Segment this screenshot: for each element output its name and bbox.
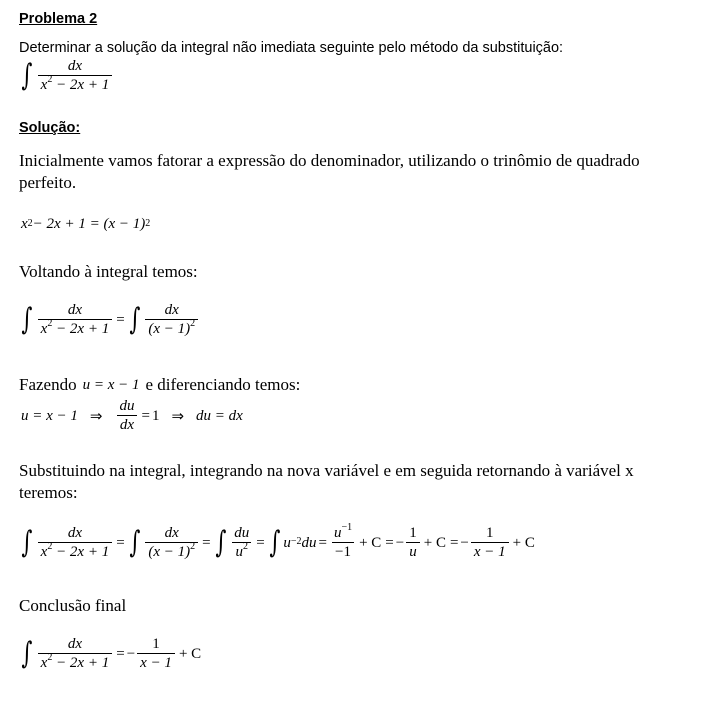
integral-equality: ∫ $\frac{dx}{x^2 - 2x + 1}$ = ∫ $\frac{dx}{(x - 1)^2}$ (19, 302, 200, 338)
conclusion-label: Conclusão final (19, 596, 127, 615)
problem-statement (19, 40, 563, 56)
substitution-derivation: u = x − 1 ⇒ $\frac{du}{dx}$ = 1 ⇒ du = dx (21, 398, 243, 433)
problem-title: Problema 2 (19, 11, 98, 27)
fazendo-line: Fazendo u = x − 1 e diferenciando temos: (19, 375, 301, 394)
numerator: dx (67, 58, 83, 74)
substitution-paragraph: Substituindo na integral, integrando na nova variável e em seguida retornando à variável x teremos: (19, 461, 634, 502)
final-result: ∫ $\frac{dx}{x^2 - 2x + 1}$ = − $\frac{1}{x - 1}$ + C (21, 636, 202, 671)
back-paragraph: Voltando à integral temos: (19, 262, 198, 281)
fraction: $\frac{dx}{x^2 - 2x + 1}$ (38, 58, 113, 94)
solution-heading: Solução: (19, 120, 81, 136)
factorization: x $^2$ − 2x + 1 = (x − 1) $^2$ (21, 216, 151, 232)
integral-sign: ∫ (21, 58, 33, 93)
statement-text: Determinar a solução da integral não imediata seguinte pelo método da substituição: (19, 40, 564, 56)
problem-integral (19, 58, 114, 94)
integration-chain: ∫ $\frac{dx}{x^2 - 2x + 1}$ = ∫ $\frac{dx}{(x - 1)^2}$ = ∫ $\frac{du}{u^2}$ = ∫ u $^{-2}$ du = $\frac{u^{-1}}{-1}$ + C = − $\frac{1}{u}$ + C = − $\frac{1}{x - 1}$ + C (21, 522, 535, 560)
intro-paragraph: Inicialmente vamos fatorar a expressão do denominador, utilizando o trinômio de quadrado perfeito. (19, 151, 640, 192)
